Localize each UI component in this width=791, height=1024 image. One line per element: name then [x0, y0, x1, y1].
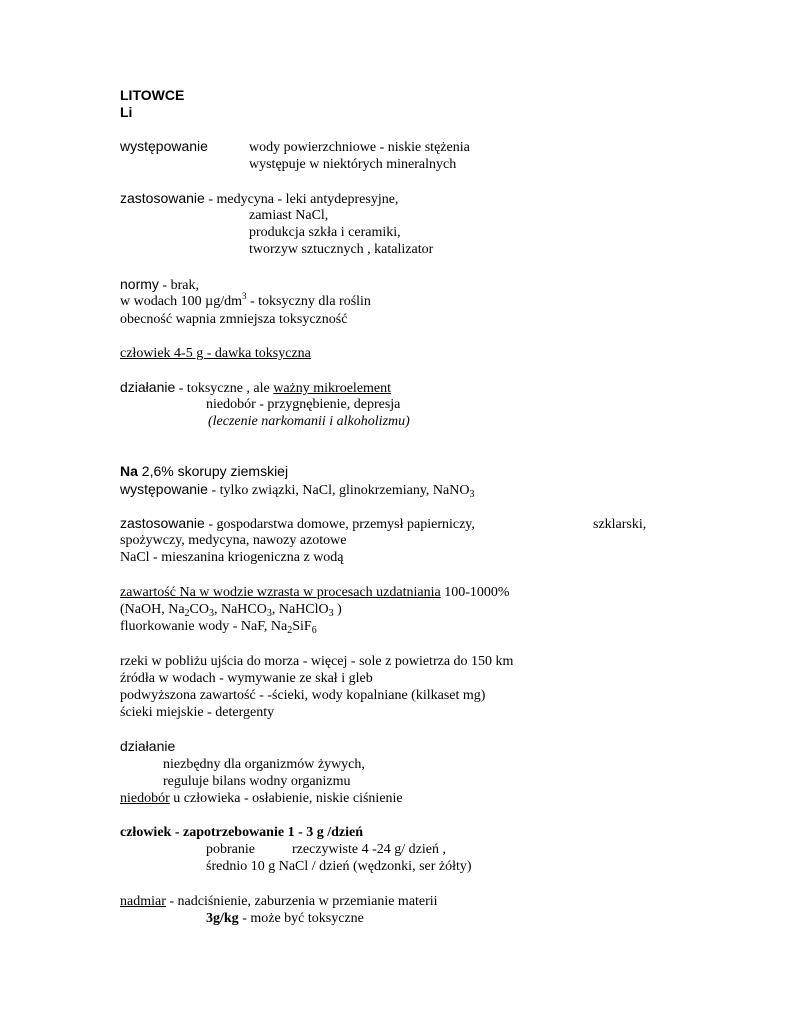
li-application-line-4: tworzyw sztucznych , katalizator: [249, 242, 434, 257]
chem-subscript: 2: [287, 625, 293, 636]
na-occurrence-label: występowanie: [120, 481, 208, 497]
na-daily-requirement: człowiek - zapotrzebowanie 1 - 3 g /dzień: [120, 825, 364, 840]
na-excess-label: nadmiar: [120, 894, 166, 909]
li-norms-exponent: 3: [242, 291, 247, 301]
chem-subscript: 3: [328, 608, 334, 619]
na-content-range: 100-1000%: [440, 585, 510, 600]
na-effect-line-2: reguluje bilans wodny organizmu: [163, 774, 351, 789]
na-excess-line: [120, 893, 438, 910]
na-deficiency-line: [120, 790, 403, 807]
li-effect-line-3: (leczenie narkomanii i alkoholizmu): [208, 414, 410, 429]
na-intake-actual: rzeczywiste 4 -24 g/ dzień ,: [292, 842, 446, 857]
li-application-line-1: [120, 190, 398, 208]
chem-text: , NaHCO: [213, 602, 267, 617]
na-header: [120, 463, 288, 480]
chem-text: fluorkowanie wody - NaF, Na: [120, 619, 288, 634]
element-symbol-na: Na: [120, 463, 138, 479]
li-effect-text: - toksyczne , ale: [175, 381, 274, 396]
chem-text: SiF: [292, 619, 312, 634]
na-rivers-line-3: podwyższona zawartość - -ścieki, wody kopalniane (kilkaset mg): [120, 688, 486, 703]
na-rivers-line-1: rzeki w pobliżu ujścia do morza - więcej - sole z powietrza do 150 km: [120, 654, 514, 669]
li-application-line-2: zamiast NaCl,: [249, 208, 329, 223]
na-chemicals-line: [120, 601, 342, 618]
na-occurrence-subscript: 3: [469, 489, 475, 500]
li-norms-line-3: obecność wapnia zmniejsza toksyczność: [120, 312, 348, 327]
chem-subscript: 3: [208, 608, 214, 619]
na-occurrence: [120, 481, 474, 499]
li-occurrence-line-2: występuje w niektórych mineralnych: [249, 157, 457, 172]
na-intake-label: pobranie: [206, 842, 255, 857]
li-norms-line-2: [120, 293, 371, 310]
li-effect-line-1: [120, 379, 391, 397]
chem-text: ): [333, 602, 342, 617]
li-occurrence-label: występowanie: [120, 138, 208, 154]
element-symbol-li: Li: [120, 104, 133, 120]
na-intake-average: średnio 10 g NaCl / dzień (wędzonki, ser żółty): [206, 859, 472, 874]
na-rivers-line-2: źródła w wodach - wymywanie ze skał i gleb: [120, 671, 373, 686]
section-heading: LITOWCE: [120, 87, 185, 103]
na-application-line-2: spożywczy, medycyna, nawozy azotowe: [120, 533, 347, 548]
na-toxic-dose-value: 3g/kg: [206, 911, 239, 926]
na-effect-label: działanie: [120, 738, 176, 754]
na-excess-text: - nadciśnienie, zaburzenia w przemianie materii: [165, 894, 438, 909]
chem-text: CO: [189, 602, 209, 617]
na-application-text: - gospodarstwa domowe, przemysł papierniczy,: [204, 517, 475, 532]
na-toxic-dose-text: - może być toksyczne: [238, 911, 364, 926]
chem-subscript: 2: [184, 608, 190, 619]
na-rivers-line-4: ścieki miejskie - detergenty: [120, 705, 275, 720]
na-deficiency-label: niedobór: [120, 791, 170, 806]
li-application-text: - medycyna - leki antydepresyjne,: [204, 192, 399, 207]
li-application-label: zastosowanie: [120, 190, 205, 206]
na-occurrence-text: - tylko związki, NaCl, glinokrzemiany, NaNO: [207, 483, 470, 498]
li-norms-toxicity: - toksyczny dla roślin: [246, 294, 371, 309]
na-application-line-1: [120, 515, 475, 533]
na-application-right: szklarski,: [593, 517, 647, 532]
li-norms-line-1: [120, 276, 199, 294]
li-effect-line-2: niedobór - przygnębienie, depresja: [206, 397, 401, 412]
li-norms-text: - brak,: [158, 278, 199, 293]
na-application-line-3: NaCl - mieszanina kriogeniczna z wodą: [120, 550, 344, 565]
na-deficiency-text: u człowieka - osłabienie, niskie ciśnienie: [169, 791, 403, 806]
chem-subscript: 3: [266, 608, 272, 619]
li-human-toxic-dose: człowiek 4-5 g - dawka toksyczna: [120, 346, 311, 361]
chem-subscript: 6: [311, 625, 317, 636]
na-content-line: [120, 584, 510, 601]
na-crust-share: 2,6% skorupy ziemskiej: [137, 463, 289, 479]
li-norms-label: normy: [120, 276, 159, 292]
li-effect-label: działanie: [120, 379, 176, 395]
na-application-label: zastosowanie: [120, 515, 205, 531]
chem-text: (NaOH, Na: [120, 602, 185, 617]
chem-text: , NaHClO: [271, 602, 329, 617]
li-application-line-3: produkcja szkła i ceramiki,: [249, 225, 401, 240]
na-fluoridation-line: [120, 618, 317, 635]
na-effect-line-1: niezbędny dla organizmów żywych,: [163, 757, 365, 772]
na-content-underlined: zawartość Na w wodzie wzrasta w procesach uzdatniania: [120, 585, 441, 600]
li-norms-value: w wodach 100 µg/dm: [120, 294, 242, 309]
li-occurrence-line-1: wody powierzchniowe - niskie stężenia: [249, 140, 470, 155]
na-toxic-dose-line: [206, 910, 364, 927]
li-effect-microelement: ważny mikroelement: [273, 381, 392, 396]
